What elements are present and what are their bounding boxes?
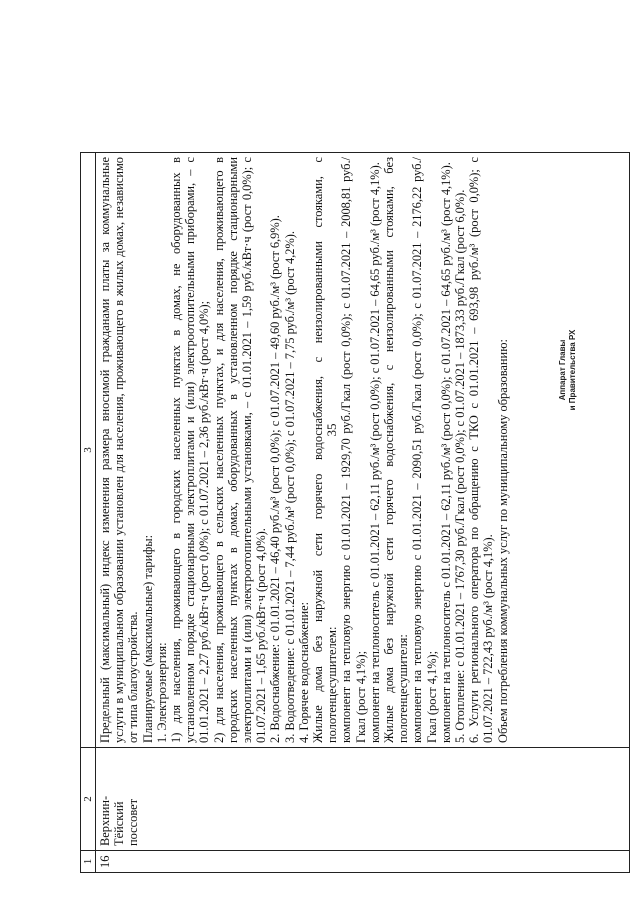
row-number: 16 — [96, 851, 630, 873]
paragraph: 1) для населения, проживающего в городских населенных пунктах в домах, не оборудованных в установленном порядке стационарными электроплитами и (или) электроотопительными приборами, – с 01.01.2021 – 2,27 руб./кВт·ч (рост 0,0%); с 01.07.2021 – 2,36 руб./кВт·ч (рост 4,0%); — [169, 157, 212, 743]
paragraph: 4. Горячее водоснабжение: — [296, 601, 311, 743]
paragraph: компонент на теплоноситель с 01.01.2021 – 62,11 руб./м³ (рост 0,0%); с 01.07.2021 – 64,65 руб./м³ (рост 4,1%). — [438, 162, 453, 743]
paragraph: 5. Отопление: с 01.01.2021 – 1767,30 руб./Гкал (рост 0,0%); с 01.07.2021 – 1873,33 руб./Гкал (рост 6,0%). — [453, 189, 468, 743]
header-col-2: 2 — [81, 748, 96, 851]
stamp-line: Аппарат Главы — [558, 339, 567, 401]
rotated-page — [80, 153, 630, 873]
tariff-text — [96, 153, 630, 748]
page-number: 35 — [324, 423, 339, 437]
paragraph: Жилые дома без наружной сети горячего водоснабжения, с неизолированными стояками, без полотенцесушителя: — [382, 157, 411, 743]
paragraph: 6. Услуги регионального оператора по обращению с ТКО с 01.01.2021 – 693,98 руб./м³ (рост 0,0%); с 01.07.2021 – 722,43 руб./м³ (рост 4,1%). — [467, 157, 496, 743]
paragraph: Жилые дома без наружной сети горячего водоснабжения, с неизолированными стояками, с полотенцесушителем: — [311, 157, 340, 743]
paragraph: Предельный (максимальный) индекс изменения размера вносимой гражданами платы за коммунальные услуги в муниципальном образовании установлен для населения, проживающего в жилых домах, независимо от типа благоустройства. — [98, 157, 141, 743]
paragraph: 2) для населения, проживающего в сельских населенных пунктах, и для населения, проживающего в городских населенных пунктах в домах, оборудованных в установленном порядке стационарными электроплитами и (или) электроотопительными установками, – с 01.01.2021 – 1,59 руб./кВт·ч (рост 0,0%); с 01.07.2021 – 1,65 руб./кВт·ч (рост 4,0%). — [211, 157, 269, 743]
stamp-line: и Правительства РХ — [568, 329, 577, 411]
paragraph: компонент на теплоноситель с 01.01.2021 – 62,11 руб./м³ (рост 0,0%); с 01.07.2021 – 64,65 руб./м³ (рост 4,1%). — [367, 162, 382, 743]
table-row — [96, 153, 630, 873]
paragraph: 1. Электроэнергия: — [154, 642, 169, 743]
paragraph: Планируемые (максимальные) тарифы: — [140, 534, 155, 743]
paragraph: Объем потребления коммунальных услуг по муниципальному образованию: — [495, 339, 510, 743]
office-stamp — [558, 320, 584, 420]
paragraph: компонент на тепловую энергию с 01.01.2021 – 1929,70 руб./Гкал (рост 0,0%); с 01.07.2021 – 2008,81 руб./Гкал (рост 4,1%); — [339, 157, 368, 743]
paragraph: 2. Водоснабжение: с 01.01.2021 – 46,40 руб./м³ (рост 0,0%); с 01.07.2021 – 49,60 руб./м³ (рост 6,9%). — [268, 215, 283, 743]
paragraph: компонент на тепловую энергию с 01.01.2021 – 2090,51 руб./Гкал (рост 0,0%); с 01.07.2021 – 2176,22 руб./Гкал (рост 4,1%); — [410, 157, 439, 743]
municipality-name: Верхнин-Тёйский поссовет — [96, 748, 630, 851]
paragraph: 3. Водоотведение: с 01.01.2021 – 7,44 руб./м³ (рост 0,0%); с 01.07.2021 – 7,75 руб./м³ (рост 4,2%). — [282, 230, 297, 743]
header-col-1: 1 — [81, 851, 96, 873]
header-col-3: 3 — [81, 153, 96, 748]
table-header-row — [81, 153, 96, 873]
tariff-table — [80, 152, 630, 873]
